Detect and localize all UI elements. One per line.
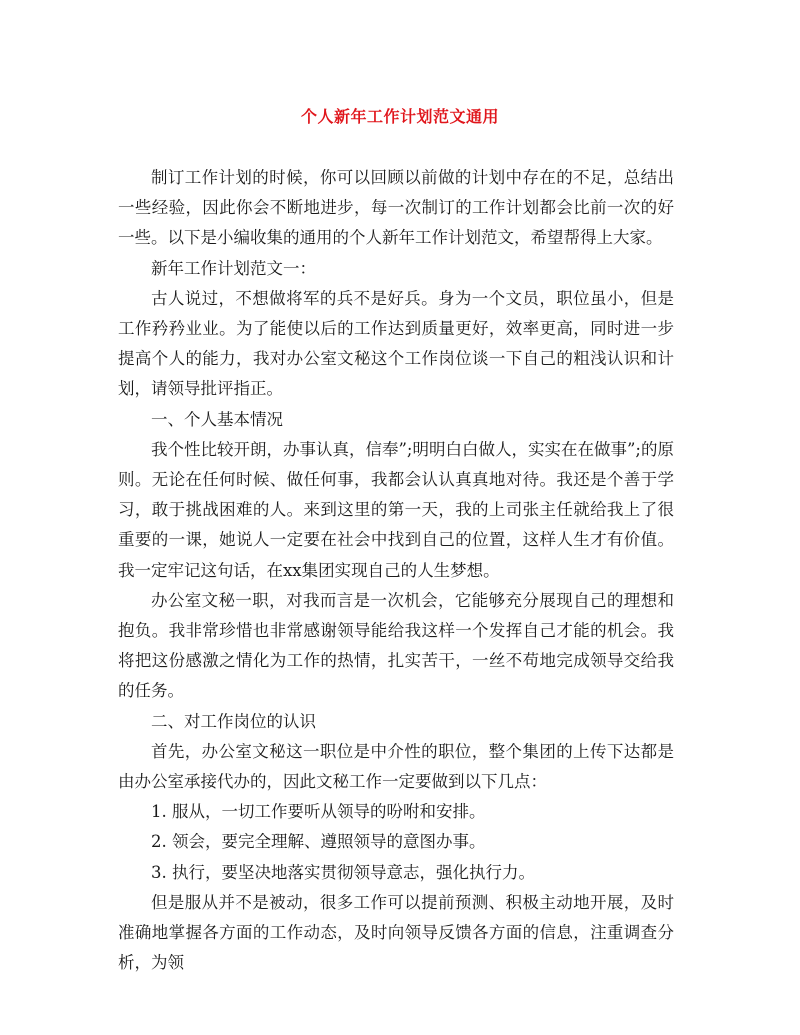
paragraph-opportunity: 办公室文秘一职，对我而言是一次机会，它能够充分展现自己的理想和抱负。我非常珍惜也非常感谢领导能给我这样一个发挥自己才能的机会。我将把这份感激之情化为工作的热情，扎实苦干，一丝不苟地完成领导交给我的任务。 [118, 590, 674, 701]
list-item-understand: 2. 领会，要完全理解、遵照领导的意图办事。 [151, 832, 486, 852]
list-item-execute: 3. 执行，要坚决地落实贯彻领导意志，强化执行力。 [151, 862, 535, 882]
paragraph-sample-one-heading: 新年工作计划范文一： [151, 258, 316, 278]
section-heading-personal-info: 一、个人基本情况 [151, 409, 283, 429]
document-title: 个人新年工作计划范文通用 [300, 107, 499, 126]
document-body [118, 163, 674, 978]
paragraph-job-position: 首先，办公室文秘这一职位是中介性的职位，整个集团的上传下达都是由办公室承接代办的，因此文秘工作一定要做到以下几点： [118, 741, 674, 792]
paragraph-not-passive: 但是服从并不是被动，很多工作可以提前预测、积极主动地开展，及时准确地掌握各方面的工作动态，及时向领导反馈各方面的信息，注重调查分析，为领 [118, 892, 674, 973]
paragraph-personality: 我个性比较开朗，办事认真，信奉”;明明白白做人，实实在在做事”;的原则。无论在任何时候、做任何事，我都会认认真真地对待。我还是个善于学习，敢于挑战困难的人。来到这里的第一天，我的上司张主任就给我上了很重要的一课，她说人一定要在社会中找到自己的位置，这样人生才有价值。我一定牢记这句话，在xx集团实现自己的人生梦想。 [118, 439, 674, 580]
list-item-obey: 1. 服从，一切工作要听从领导的吩咐和安排。 [151, 802, 486, 822]
paragraph-intro: 制订工作计划的时候，你可以回顾以前做的计划中存在的不足，总结出一些经验，因此你会不断地进步，每一次制订的工作计划都会比前一次的好一些。以下是小编收集的通用的个人新年工作计划范文，希望帮得上大家。 [118, 168, 674, 248]
paragraph-ancient-saying: 古人说过，不想做将军的兵不是好兵。身为一个文员，职位虽小，但是工作矜矜业业。为了能使以后的工作达到质量更好，效率更高，同时进一步提高个人的能力，我对办公室文秘这个工作岗位谈一下自己的粗浅认识和计划，请领导批评指正。 [118, 288, 674, 399]
section-heading-job-understanding: 二、对工作岗位的认识 [151, 711, 316, 731]
